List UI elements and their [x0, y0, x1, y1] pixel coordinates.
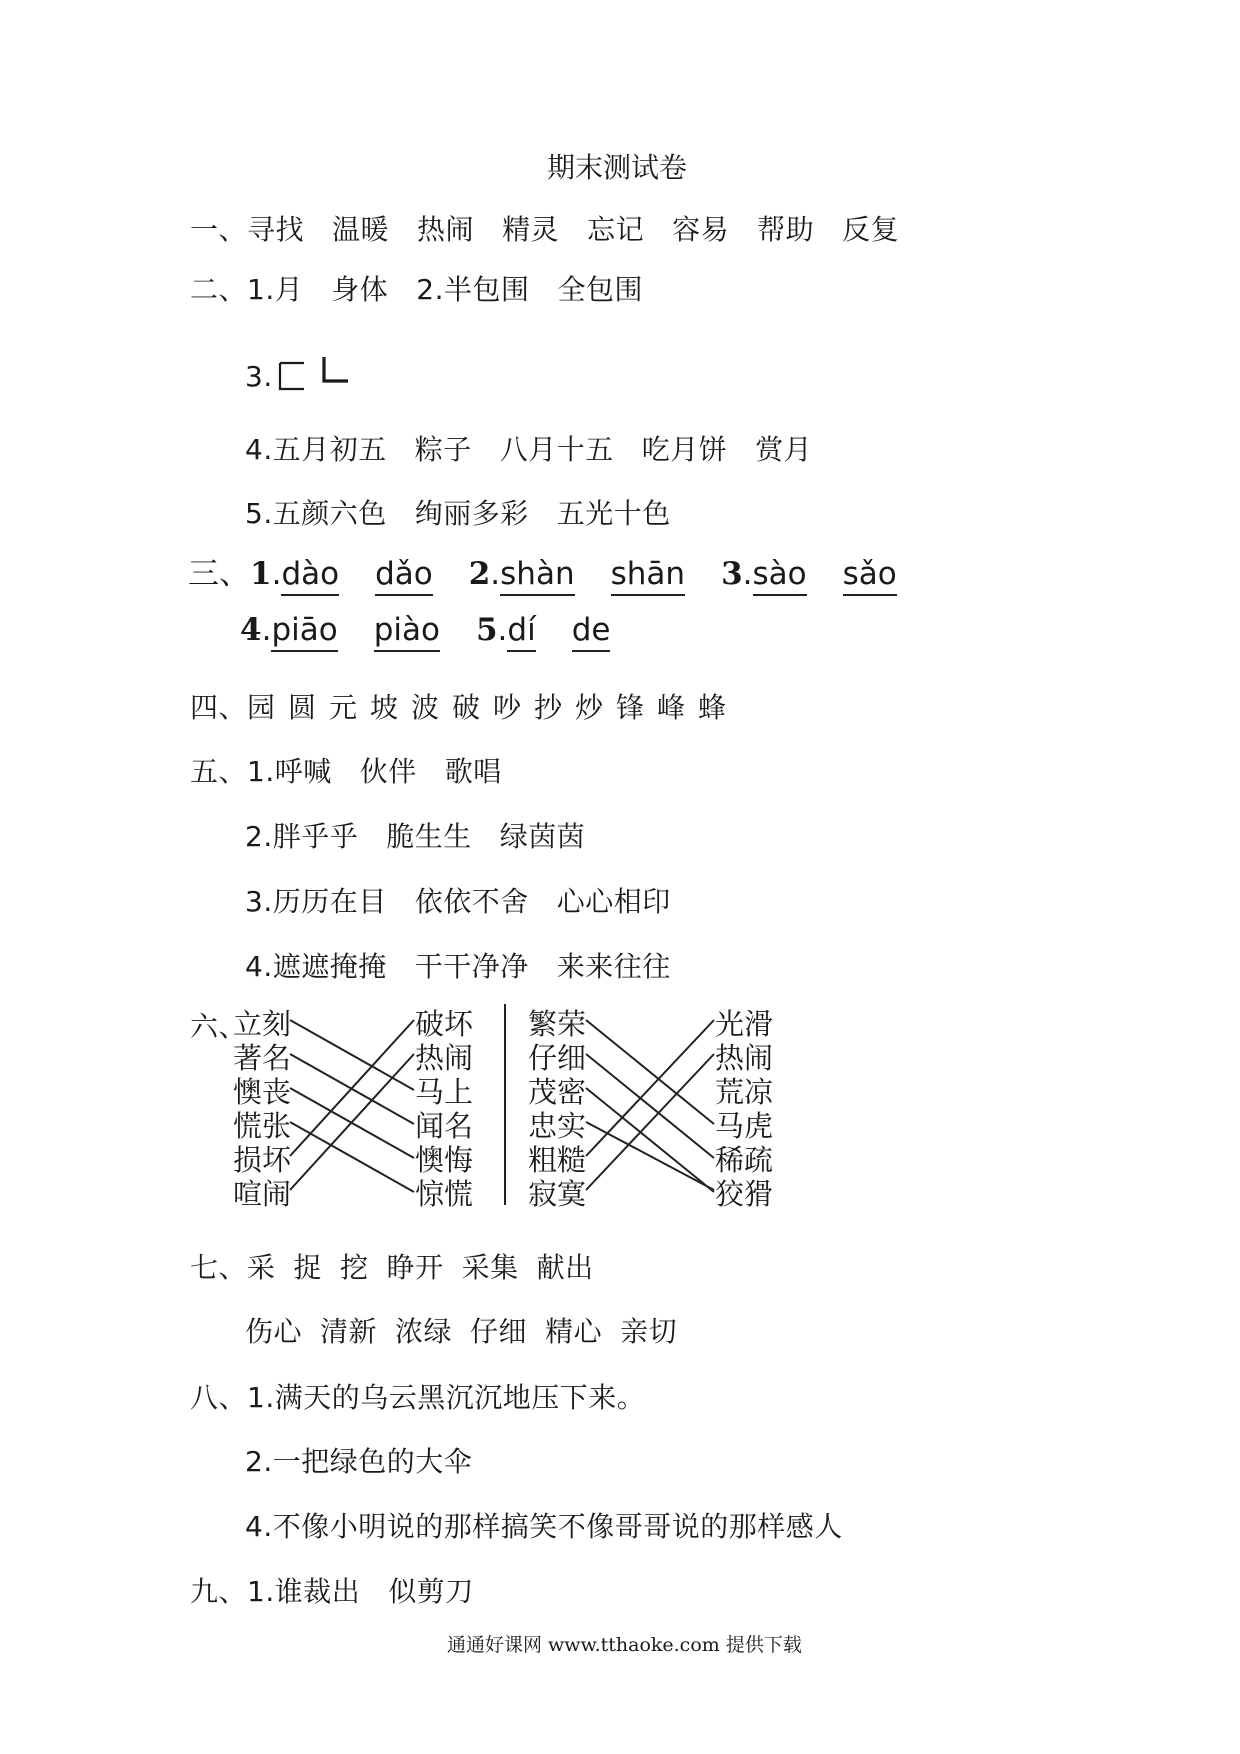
item-number: 5: [475, 612, 498, 648]
match-left-word: 仔细: [528, 1041, 587, 1075]
q5-label: 五、: [190, 755, 248, 788]
match-right-word: 马虎: [715, 1109, 774, 1143]
answer-word: 身体: [331, 273, 389, 306]
answer-word: 反复: [842, 213, 900, 246]
pinyin-answer: piāo: [271, 612, 337, 652]
answer-word: 来来往往: [556, 950, 671, 983]
match-line: [290, 1122, 414, 1192]
answer-word: 4.五月初五: [245, 433, 387, 466]
match-line: [586, 1122, 714, 1190]
answer-word: 歌唱: [444, 755, 502, 788]
answer-word: 热闹: [417, 213, 475, 246]
answer-word: 挖: [340, 1251, 369, 1284]
pinyin-answer: dǎo: [375, 556, 433, 596]
match-right-word: 狡猾: [715, 1177, 774, 1211]
match-left-word: 忠实: [528, 1109, 587, 1143]
answer-word: 4.遮遮掩掩: [245, 950, 387, 983]
answer-word: 睁开: [386, 1251, 444, 1284]
answer-word: 1.谁裁出: [247, 1575, 361, 1608]
match-right-word: 荒凉: [715, 1075, 774, 1109]
answer-word: 1.月: [247, 273, 304, 306]
match-line: [586, 1054, 714, 1190]
q8-row-1: [190, 1376, 645, 1416]
match-right-word: 马上: [415, 1075, 474, 1109]
pinyin-answer: shàn: [500, 556, 574, 596]
answer-word: 全包围: [557, 273, 643, 306]
match-left-word: 损坏: [233, 1143, 292, 1177]
q9-label: 九、: [190, 1575, 248, 1608]
match-line: [586, 1020, 714, 1156]
match-left-word: 立刻: [233, 1007, 292, 1041]
answer-word: 脆生生: [386, 820, 472, 853]
answer-word: 似剪刀: [388, 1575, 474, 1608]
q8-label: 八、: [190, 1381, 248, 1414]
answer-chars: 园圆元坡波破吵抄炒锋峰蜂: [247, 691, 740, 724]
answer-word: 寻找: [247, 213, 305, 246]
page-title: 期末测试卷: [547, 151, 688, 184]
answer-word: 依依不舍: [414, 885, 529, 918]
match-line: [586, 1054, 714, 1158]
pinyin-answer: sǎo: [843, 556, 897, 596]
q7-row-2: [245, 1310, 677, 1350]
pinyin-answer: sào: [753, 556, 807, 596]
match-right-word: 稀疏: [715, 1143, 774, 1177]
pinyin-answer: piào: [374, 612, 440, 652]
pinyin-answer: dào: [281, 556, 339, 596]
item-number: 2: [468, 556, 491, 592]
answer-word: 清新: [320, 1315, 378, 1348]
match-left-word: 粗糙: [528, 1143, 587, 1177]
match-left-word: 著名: [233, 1041, 292, 1075]
q3-row-2: 4.piāo piào 5.dí de: [240, 612, 646, 652]
answer-word: 心心相印: [556, 885, 671, 918]
answer-word: 伙伴: [359, 755, 417, 788]
item-number: 3.: [245, 360, 273, 393]
q6-label: 六、: [190, 1010, 248, 1043]
match-left-word: 懊丧: [233, 1075, 292, 1109]
answer-word: 帮助: [757, 213, 815, 246]
answer-word: 3.历历在目: [245, 885, 387, 918]
footer-source: 通通好课网 www.tthaoke.com 提供下载: [447, 1634, 802, 1656]
match-right-word: 惊慌: [415, 1177, 474, 1211]
q7-label: 七、: [190, 1251, 248, 1284]
answer-word: 仔细: [470, 1315, 528, 1348]
answer-word: 1.呼喊: [247, 755, 332, 788]
answer-word: 献出: [536, 1251, 594, 1284]
answer-word: 绿茵茵: [499, 820, 586, 853]
q7-row-1: [190, 1246, 594, 1286]
item-number: 1: [250, 556, 272, 592]
match-line: [290, 1020, 414, 1156]
answer-word: 干干净净: [414, 950, 529, 983]
item-number: 4: [240, 612, 262, 648]
match-left-word: 寂寞: [528, 1177, 587, 1211]
match-right-word: 热闹: [715, 1041, 774, 1075]
q3-label: 三、: [188, 556, 250, 592]
pinyin-answer: shān: [611, 556, 685, 596]
match-right-word: 光滑: [715, 1007, 774, 1041]
answer-word: 赏月: [755, 433, 813, 466]
answer-word: 吃月饼: [641, 433, 728, 466]
q1-label: 一、: [190, 213, 248, 246]
answer-word: 忘记: [587, 213, 645, 246]
answer-word: 精心: [545, 1315, 603, 1348]
match-left-word: 繁荣: [528, 1007, 587, 1041]
q9-row-1: [190, 1570, 474, 1610]
answer-word: 捉: [293, 1251, 323, 1284]
match-line: [586, 1088, 714, 1192]
answer-word: 容易: [672, 213, 730, 246]
match-left-word: 慌张: [233, 1109, 292, 1143]
match-right-word: 破坏: [415, 1007, 474, 1041]
answer-word: 浓绿: [395, 1315, 453, 1348]
answer-word: 粽子: [414, 433, 472, 466]
match-right-word: 闻名: [415, 1109, 474, 1143]
match-line: [290, 1054, 414, 1190]
match-left-word: 喧闹: [233, 1177, 292, 1211]
answer-word: 绚丽多彩: [414, 497, 529, 530]
answer-word: 5.五颜六色: [245, 497, 387, 530]
q4-label: 四、: [190, 691, 248, 724]
answer-word: 2.胖乎乎: [245, 820, 359, 853]
match-right-word: 懊悔: [415, 1143, 474, 1177]
match-left-word: 茂密: [528, 1075, 587, 1109]
answer-word: 精灵: [502, 213, 560, 246]
match-right-word: 热闹: [415, 1041, 474, 1075]
q2-label: 二、: [190, 273, 248, 306]
answer-word: 五光十色: [556, 497, 671, 530]
match-line: [290, 1020, 414, 1090]
answer-word: 温暖: [332, 213, 390, 246]
q8-row-3: 4.不像小明说的那样搞笑不像哥哥说的那样感人: [245, 1510, 843, 1543]
item-number: 3: [721, 556, 743, 592]
q3-row-1: 三、1.dào dǎo 2.shàn shān 3.sào sǎo: [188, 548, 933, 596]
pinyin-answer: de: [572, 612, 611, 652]
q8-row-2: 2.一把绿色的大伞: [245, 1445, 473, 1478]
answer-word: 八月十五: [499, 433, 614, 466]
answer-word: 采: [247, 1251, 276, 1284]
pinyin-answer: dí: [507, 612, 535, 652]
match-line: [586, 1020, 714, 1124]
answer-word: 2.半包围: [416, 273, 530, 306]
answer-sentence: 1.满天的乌云黑沉沉地压下来。: [247, 1381, 646, 1414]
answer-word: 伤心: [245, 1315, 303, 1348]
answer-word: 采集: [461, 1251, 519, 1284]
answer-word: 亲切: [620, 1315, 678, 1348]
